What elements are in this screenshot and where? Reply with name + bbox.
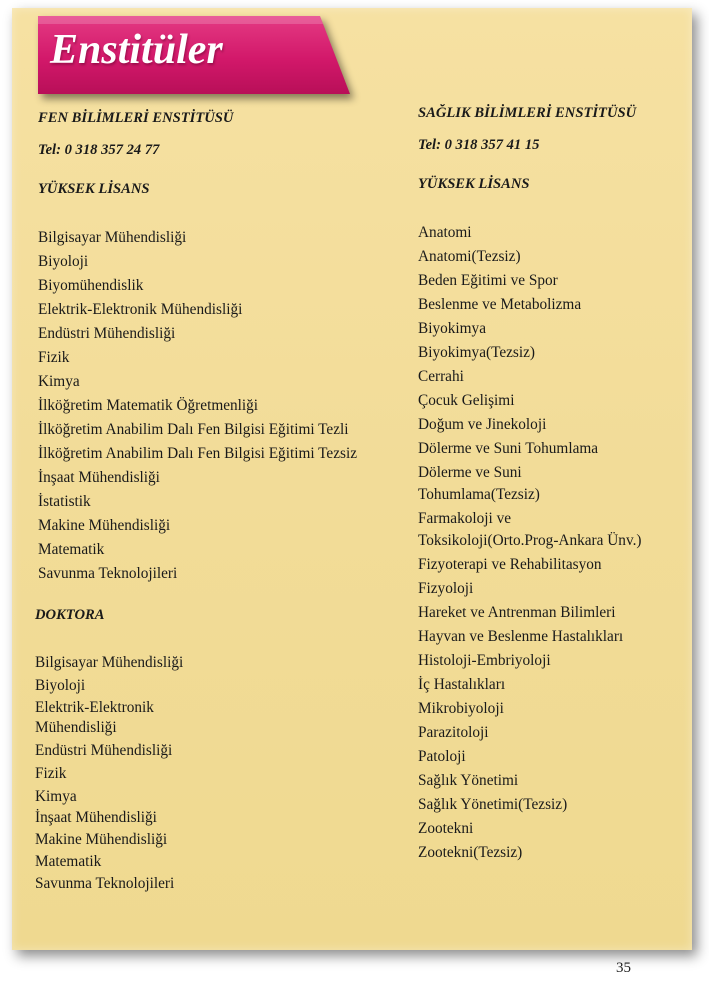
- left-institute-name: FEN BİLİMLERİ ENSTİTÜSÜ: [38, 110, 234, 126]
- list-item: Toksikoloji(Orto.Prog-Ankara Ünv.): [418, 532, 642, 549]
- list-item: Beden Eğitimi ve Spor: [418, 272, 558, 289]
- banner-title: Enstitüler: [50, 27, 223, 73]
- right-phone: Tel: 0 318 357 41 15: [418, 137, 540, 153]
- list-item: Makine Mühendisliği: [38, 517, 171, 534]
- list-item: Elektrik-Elektronik: [35, 699, 154, 716]
- list-item: Farmakoloji ve: [418, 510, 512, 527]
- list-item: Fizik: [38, 349, 70, 366]
- list-item: Dölerme ve Suni Tohumlama: [418, 440, 599, 457]
- list-item: Fizik: [35, 765, 67, 782]
- list-item: Anatomi(Tezsiz): [418, 248, 521, 265]
- list-item: Biyokimya(Tezsiz): [418, 344, 536, 361]
- list-item: Mikrobiyoloji: [418, 700, 504, 717]
- list-item: Cerrahi: [418, 368, 464, 385]
- list-item: Biyoloji: [35, 677, 86, 694]
- title-banner: [38, 16, 350, 94]
- list-item: Endüstri Mühendisliği: [38, 325, 176, 342]
- list-item: Patoloji: [418, 748, 466, 765]
- list-item: Kimya: [35, 788, 77, 805]
- left-phone: Tel: 0 318 357 24 77: [38, 142, 160, 158]
- list-item: Endüstri Mühendisliği: [35, 742, 173, 759]
- page-number: 35: [616, 960, 631, 976]
- list-item: Fizyoterapi ve Rehabilitasyon: [418, 556, 602, 573]
- list-item: Savunma Teknolojileri: [38, 565, 178, 582]
- list-item: Zootekni: [418, 820, 474, 837]
- list-item: Matematik: [38, 541, 105, 558]
- list-item: Hareket ve Antrenman Bilimleri: [418, 604, 616, 621]
- list-item: Elektrik-Elektronik Mühendisliği: [38, 301, 243, 318]
- list-item: Biyoloji: [38, 253, 89, 270]
- list-item: İlköğretim Anabilim Dalı Fen Bilgisi Eğitimi Tezsiz: [38, 445, 358, 462]
- list-item: Zootekni(Tezsiz): [418, 844, 523, 861]
- list-item: Hayvan ve Beslenme Hastalıkları: [418, 628, 624, 645]
- list-item: Bilgisayar Mühendisliği: [35, 654, 184, 671]
- list-item: Çocuk Gelişimi: [418, 392, 515, 409]
- list-item: Tohumlama(Tezsiz): [418, 486, 540, 503]
- list-item: Beslenme ve Metabolizma: [418, 296, 582, 313]
- list-item: İlköğretim Matematik Öğretmenliği: [38, 397, 259, 414]
- list-item: Dölerme ve Suni: [418, 464, 522, 481]
- list-item: Doğum ve Jinekoloji: [418, 416, 547, 433]
- list-item: Savunma Teknolojileri: [35, 875, 175, 892]
- list-item: İç Hastalıkları: [418, 676, 506, 693]
- list-item: Sağlık Yönetimi(Tezsiz): [418, 796, 568, 813]
- list-item: Makine Mühendisliği: [35, 831, 168, 848]
- list-item: Parazitoloji: [418, 724, 489, 741]
- list-item: Biyokimya: [418, 320, 486, 337]
- left-masters-heading: YÜKSEK LİSANS: [38, 181, 150, 197]
- list-item: Matematik: [35, 853, 102, 870]
- list-item: Mühendisliği: [35, 719, 117, 736]
- list-item: İstatistik: [38, 493, 91, 510]
- right-institute-name: SAĞLIK BİLİMLERİ ENSTİTÜSÜ: [418, 105, 637, 121]
- list-item: Sağlık Yönetimi: [418, 772, 519, 789]
- list-item: İlköğretim Anabilim Dalı Fen Bilgisi Eğitimi Tezli: [38, 421, 349, 438]
- list-item: Anatomi: [418, 224, 472, 241]
- list-item: Biyomühendislik: [38, 277, 144, 294]
- left-phd-heading: DOKTORA: [35, 607, 105, 623]
- list-item: Bilgisayar Mühendisliği: [38, 229, 187, 246]
- list-item: Kimya: [38, 373, 80, 390]
- list-item: Histoloji-Embriyoloji: [418, 652, 551, 669]
- list-item: İnşaat Mühendisliği: [35, 809, 157, 826]
- list-item: İnşaat Mühendisliği: [38, 469, 160, 486]
- right-masters-heading: YÜKSEK LİSANS: [418, 176, 530, 192]
- list-item: Fizyoloji: [418, 580, 474, 597]
